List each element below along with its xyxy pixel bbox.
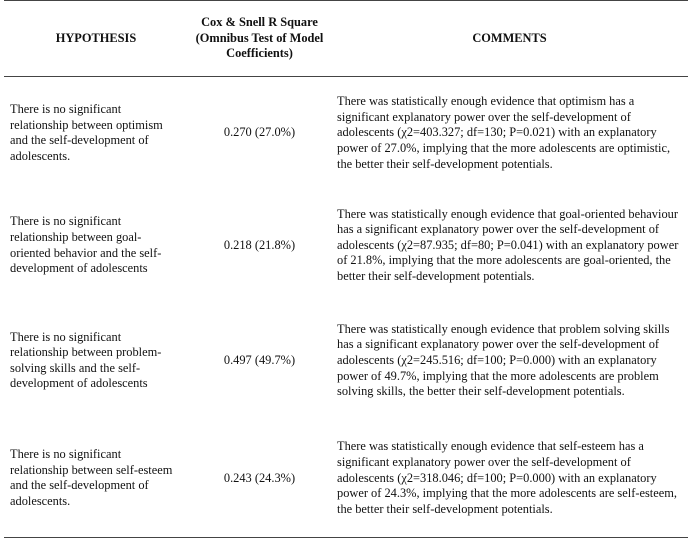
header-row (4, 1, 688, 77)
comment-cell: There was statistically enough evidence that optimism has a significant explanatory power over the self-development of adolescents (χ2=403.327; df=130; P=0.021) with an explanatory power of 27.0%, implying that the more adolescents are optimistic, the better their self-development potentials. (337, 94, 671, 171)
hypothesis-cell: There is no significant relationship between optimism and the self-development of adolescents. (10, 101, 163, 163)
header-hypothesis: HYPOTHESIS (4, 1, 188, 77)
cox-snell-value-cell: 0.218 (21.8%) (223, 237, 296, 252)
comment-cell: There was statistically enough evidence that goal-oriented behaviour has a significant explanatory power over the self-development of adolescents (χ2=87.935; df=80; P=0.041) with an explanatory power of 21.8%, implying that the more adolescents are goal-oriented, the better their self-development potentials. (337, 206, 679, 283)
cox-snell-value-cell: 0.243 (24.3%) (188, 420, 331, 538)
table-row-problem-solving (4, 302, 688, 420)
comment-cell: There was statistically enough evidence that self-esteem has a significant explanatory power over the self-development of adolescents (χ2=318.046; df=100; P=0.000) with an explanatory power of 24.3%, implying that the more adolescents are self-esteem, the better their self-development potentials. (331, 420, 688, 538)
table-row-goal-oriented (4, 189, 688, 302)
header-comments: COMMENTS (331, 1, 688, 77)
comment-cell: There was statistically enough evidence that problem solving skills has a significant explanatory power over the self-development of adolescents (χ2=245.516; df=100; P=0.000) with an explanatory power of 49.7%, implying that the more adolescents are problem solving skills, the better their self-development potentials. (337, 321, 670, 399)
hypothesis-results-table (4, 0, 688, 538)
header-cox-snell-r-square: Cox & Snell R Square (Omnibus Test of Model Coefficients) (188, 1, 331, 77)
cox-snell-value-cell: 0.270 (27.0%) (223, 125, 296, 140)
hypothesis-cell: There is no significant relationship between goal-oriented behavior and the self-development of adolescents (10, 214, 162, 276)
cox-snell-value-cell: 0.497 (49.7%) (223, 353, 296, 368)
hypothesis-cell: There is no significant relationship between problem-solving skills and the self-development of adolescents (10, 329, 162, 391)
table-row-self-esteem (4, 420, 688, 538)
table-row-optimism (4, 77, 688, 190)
hypothesis-cell: There is no significant relationship between self-esteem and the self-development of adolescents. (4, 420, 188, 538)
